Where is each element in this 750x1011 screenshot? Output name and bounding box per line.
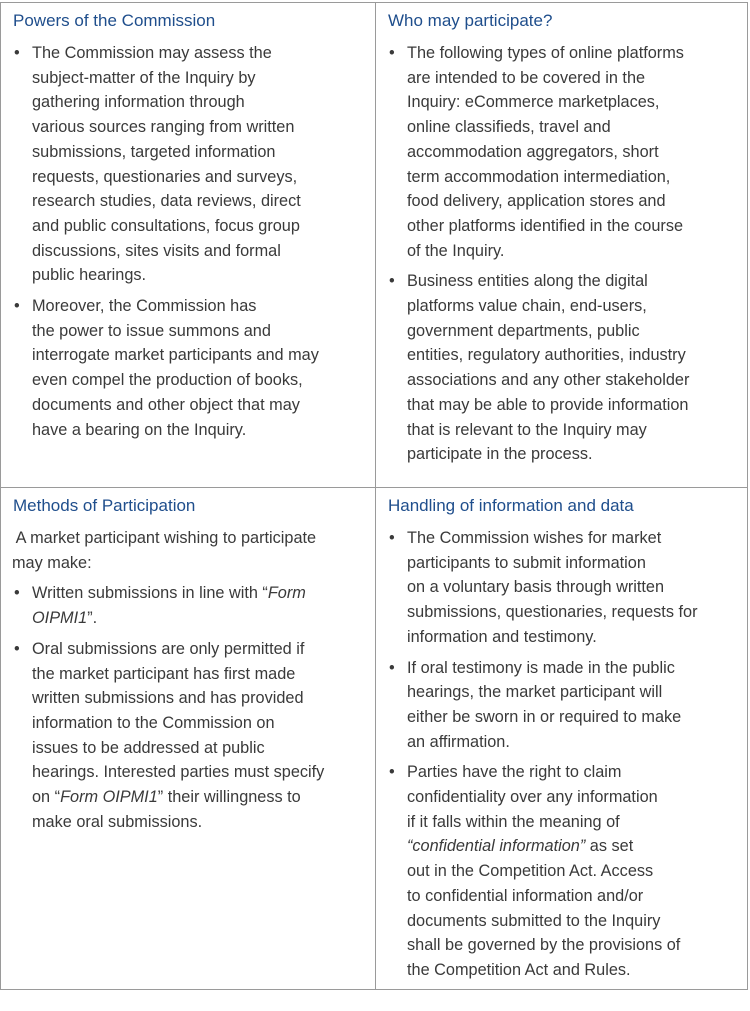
participants-body: [388, 41, 742, 473]
powers-cell: [1, 3, 375, 487]
text-line: associations and any other stakeholder: [407, 371, 690, 390]
text-line: gathering information through: [32, 93, 245, 112]
text-line: are intended to be covered in the: [407, 68, 646, 87]
text-line: information and testimony.: [407, 627, 597, 646]
text-line: confidentiality over any information: [407, 788, 658, 807]
text-line: Inquiry: eCommerce marketplaces,: [407, 93, 660, 112]
text-line: may make:: [12, 553, 92, 572]
text-line: participants to submit information: [407, 553, 646, 572]
list-item: [13, 41, 369, 288]
methods-cell: [1, 488, 375, 989]
text-line: participate in the process.: [407, 445, 593, 464]
text-line: The following types of online platforms: [407, 44, 684, 62]
text-line: A market participant wishing to participate: [12, 529, 317, 547]
text-line: on “Form OIPMI1” their willingness to: [32, 788, 301, 807]
text-line: the Competition Act and Rules.: [407, 960, 631, 979]
list-item: [388, 41, 742, 263]
text-line: submissions, targeted information: [32, 142, 276, 161]
bullet-icon: •: [14, 584, 20, 603]
text-line: documents and other object that may: [32, 395, 300, 414]
text-line: If oral testimony is made in the public: [407, 658, 675, 677]
text-line: interrogate market participants and may: [32, 346, 319, 365]
text-line: public hearings.: [32, 266, 147, 285]
bullet-icon: •: [389, 529, 395, 547]
powers-heading: Powers of the Commission: [13, 11, 216, 30]
text-line: shall be governed by the provisions of: [407, 936, 681, 955]
list-item: [13, 637, 369, 835]
participants-heading: Who may participate?: [388, 11, 553, 30]
bullet-icon: •: [389, 763, 395, 782]
handling-cell: [376, 488, 748, 989]
text-line: either be sworn in or required to make: [407, 707, 682, 726]
bullet-icon: •: [389, 272, 395, 291]
text-line: and public consultations, focus group: [32, 216, 300, 235]
text-line: research studies, data reviews, direct: [32, 192, 301, 211]
text-line: out in the Competition Act. Access: [407, 862, 654, 881]
participants-cell: [376, 3, 748, 487]
text-line: requests, questionaries and surveys,: [32, 167, 298, 186]
text-line: an affirmation.: [407, 732, 510, 751]
text-line: online classifieds, travel and: [407, 118, 611, 137]
methods-body: [12, 526, 369, 840]
text-line: submissions, questionaries, requests for: [407, 603, 698, 622]
text-line: Parties have the right to claim: [407, 763, 622, 782]
text-line: platforms value chain, end-users,: [407, 297, 647, 316]
list-item: [13, 294, 369, 442]
text-line: Moreover, the Commission has: [32, 297, 257, 316]
text-line: term accommodation intermediation,: [407, 167, 671, 186]
text-line: Oral submissions are only permitted if: [32, 639, 305, 658]
text-line: even compel the production of books,: [32, 371, 303, 390]
text-line: government departments, public: [407, 321, 640, 340]
text-line: that may be able to provide information: [407, 395, 689, 414]
list-item: [388, 269, 742, 467]
text-line: discussions, sites visits and formal: [32, 241, 281, 260]
text-line: entities, regulatory authorities, industry: [407, 346, 686, 365]
text-line: food delivery, application stores and: [407, 192, 666, 211]
text-line: The Commission wishes for market: [407, 529, 662, 547]
text-line: hearings. Interested parties must specify: [32, 763, 325, 782]
text-line: OIPMI1”.: [32, 609, 98, 628]
text-line: other platforms identified in the course: [407, 216, 684, 235]
text-line: The Commission may assess the: [32, 44, 272, 62]
text-line: subject-matter of the Inquiry by: [32, 68, 256, 87]
text-line: “confidential information” as set: [407, 837, 634, 856]
text-line: accommodation aggregators, short: [407, 142, 659, 161]
text-line: information to the Commission on: [32, 713, 275, 732]
text-line: hearings, the market participant will: [407, 683, 663, 702]
text-line: have a bearing on the Inquiry.: [32, 420, 247, 439]
text-line: on a voluntary basis through written: [407, 578, 665, 597]
bullet-icon: •: [14, 297, 20, 316]
list-item: [388, 760, 742, 982]
text-line: the power to issue summons and: [32, 321, 271, 340]
text-line: if it falls within the meaning of: [407, 812, 620, 831]
bullet-icon: •: [389, 44, 395, 62]
text-line: various sources ranging from written: [32, 118, 295, 137]
text-line: to confidential information and/or: [407, 886, 644, 905]
list-item: [13, 581, 369, 630]
methods-intro: [12, 526, 369, 575]
text-line: issues to be addressed at public: [32, 738, 265, 757]
bullet-icon: •: [389, 658, 395, 677]
handling-heading: Handling of information and data: [388, 496, 634, 515]
powers-body: [13, 41, 369, 448]
text-line: make oral submissions.: [32, 812, 203, 831]
list-item: [388, 656, 742, 755]
list-item: [388, 526, 742, 650]
methods-heading: Methods of Participation: [13, 496, 196, 515]
bullet-icon: •: [14, 639, 20, 658]
text-line: documents submitted to the Inquiry: [407, 911, 661, 930]
text-line: Business entities along the digital: [407, 272, 648, 291]
handling-body: [388, 526, 742, 989]
text-line: the market participant has first made: [32, 664, 296, 683]
bullet-icon: •: [14, 44, 20, 62]
text-line: Written submissions in line with “Form: [32, 584, 306, 603]
info-grid: [0, 2, 748, 990]
text-line: written submissions and has provided: [32, 689, 304, 708]
text-line: that is relevant to the Inquiry may: [407, 420, 647, 439]
text-line: of the Inquiry.: [407, 241, 505, 260]
